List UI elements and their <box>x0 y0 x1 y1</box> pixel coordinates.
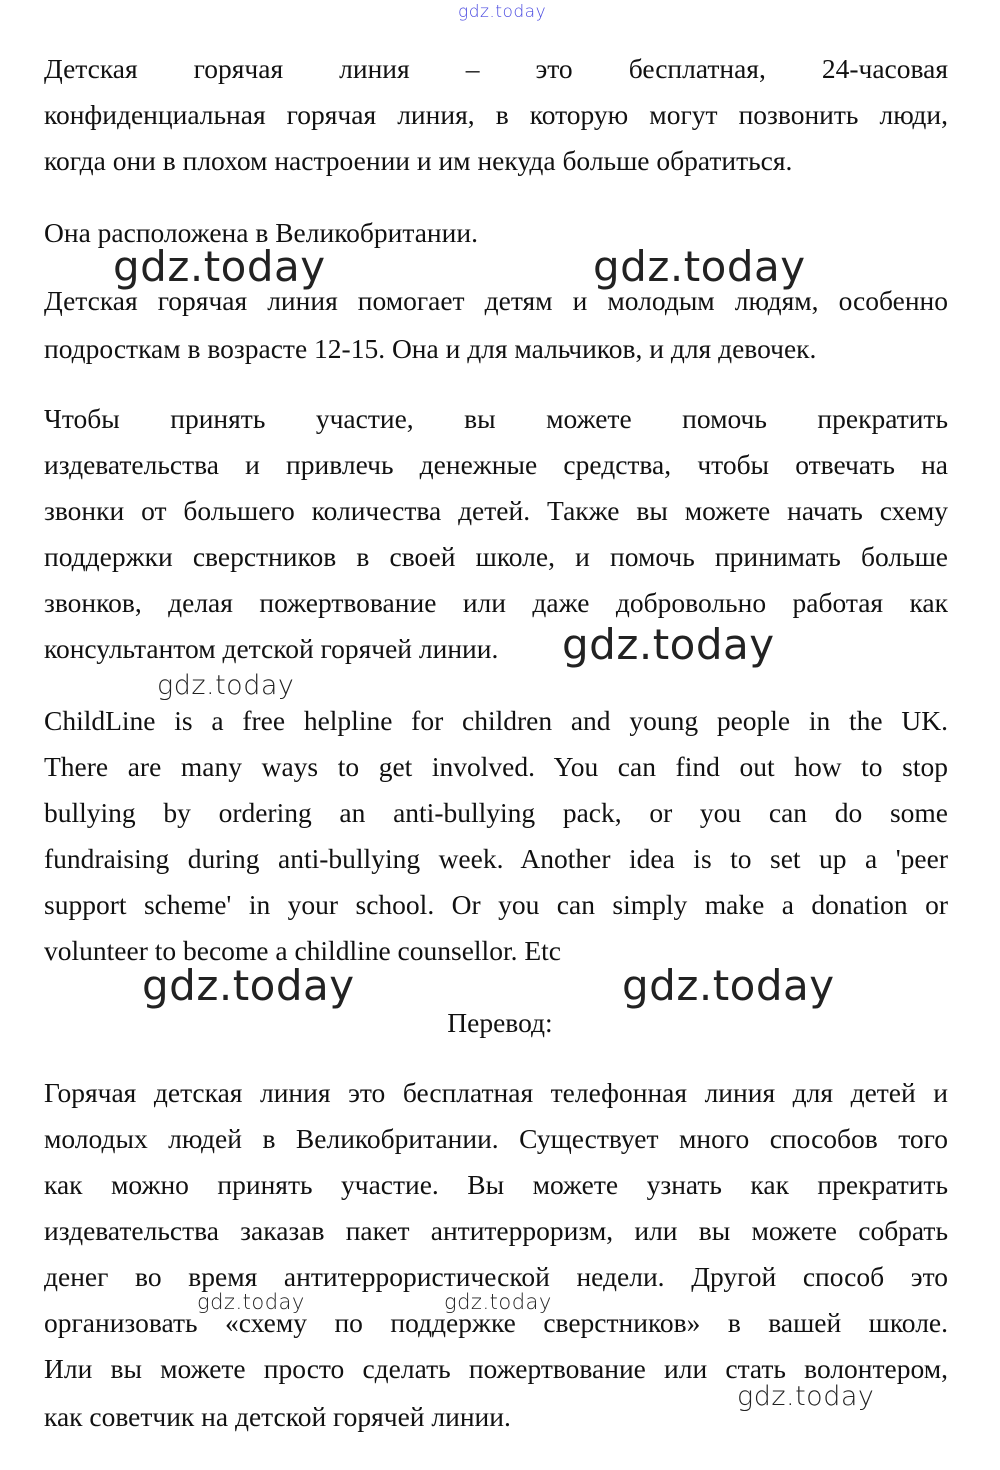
text-line: Детская горячая линия – это бесплатная, 24-часовая <box>44 53 948 84</box>
text-line: bullying by ordering an anti-bullying pack, or you can do some <box>44 797 948 828</box>
text-line: как можно принять участие. Вы можете узнать как прекратить <box>44 1169 948 1200</box>
text-line: звонков, делая пожертвование или даже добровольно работая как <box>44 587 948 618</box>
text-line: как советчик на детской горячей линии. <box>44 1401 511 1432</box>
watermark: gdz.today <box>197 1290 305 1314</box>
watermark: gdz.today <box>593 242 806 291</box>
text-line: подросткам в возрасте 12-15. Она и для мальчиков, и для девочек. <box>44 333 817 364</box>
text-line: конфиденциальная горячая линия, в которую могут позвонить люди, <box>44 99 948 130</box>
text-line: Она расположена в Великобритании. <box>44 217 478 248</box>
text-line: There are many ways to get involved. You can find out how to stop <box>44 751 948 782</box>
text-line: организовать «схему по поддержке сверстников» в вашей школе. <box>44 1307 948 1338</box>
watermark: gdz.today <box>113 242 326 291</box>
watermark: gdz.today <box>142 961 355 1010</box>
text-line: денег во время антитеррористической недели. Другой способ это <box>44 1261 948 1292</box>
text-line: ChildLine is a free helpline for children and young people in the UK. <box>44 705 948 736</box>
text-line: support scheme' in your school. Or you can simply make a donation or <box>44 889 948 920</box>
text-line: fundraising during anti-bullying week. Another idea is to set up a 'peer <box>44 843 948 874</box>
text-line: звонки от большего количества детей. Также вы можете начать схему <box>44 495 948 526</box>
text-line: поддержки сверстников в своей школе, и помочь принимать больше <box>44 541 948 572</box>
text-line: Детская горячая линия помогает детям и молодым людям, особенно <box>44 285 948 316</box>
text-line: когда они в плохом настроении и им некуда больше обратиться. <box>44 145 793 176</box>
watermark: gdz.today <box>157 670 295 701</box>
translation-heading: Перевод: <box>447 1007 553 1038</box>
text-line: издевательства и привлечь денежные средства, чтобы отвечать на <box>44 449 948 480</box>
text-line: издевательства заказав пакет антитерроризм, или вы можете собрать <box>44 1215 948 1246</box>
watermark: gdz.today <box>562 620 775 669</box>
watermark: gdz.today <box>622 961 835 1010</box>
text-line: Чтобы принять участие, вы можете помочь прекратить <box>44 403 948 434</box>
text-line: молодых людей в Великобритании. Существует много способов того <box>44 1123 948 1154</box>
header-watermark: gdz.today <box>458 2 547 22</box>
watermark: gdz.today <box>444 1290 552 1314</box>
text-line: Или вы можете просто сделать пожертвование или стать волонтером, <box>44 1353 948 1384</box>
text-line: консультантом детской горячей линии. <box>44 633 499 664</box>
watermark: gdz.today <box>737 1381 875 1412</box>
text-line: Горячая детская линия это бесплатная телефонная линия для детей и <box>44 1077 948 1108</box>
text-line: volunteer to become a childline counsellor. Etc <box>44 935 561 966</box>
